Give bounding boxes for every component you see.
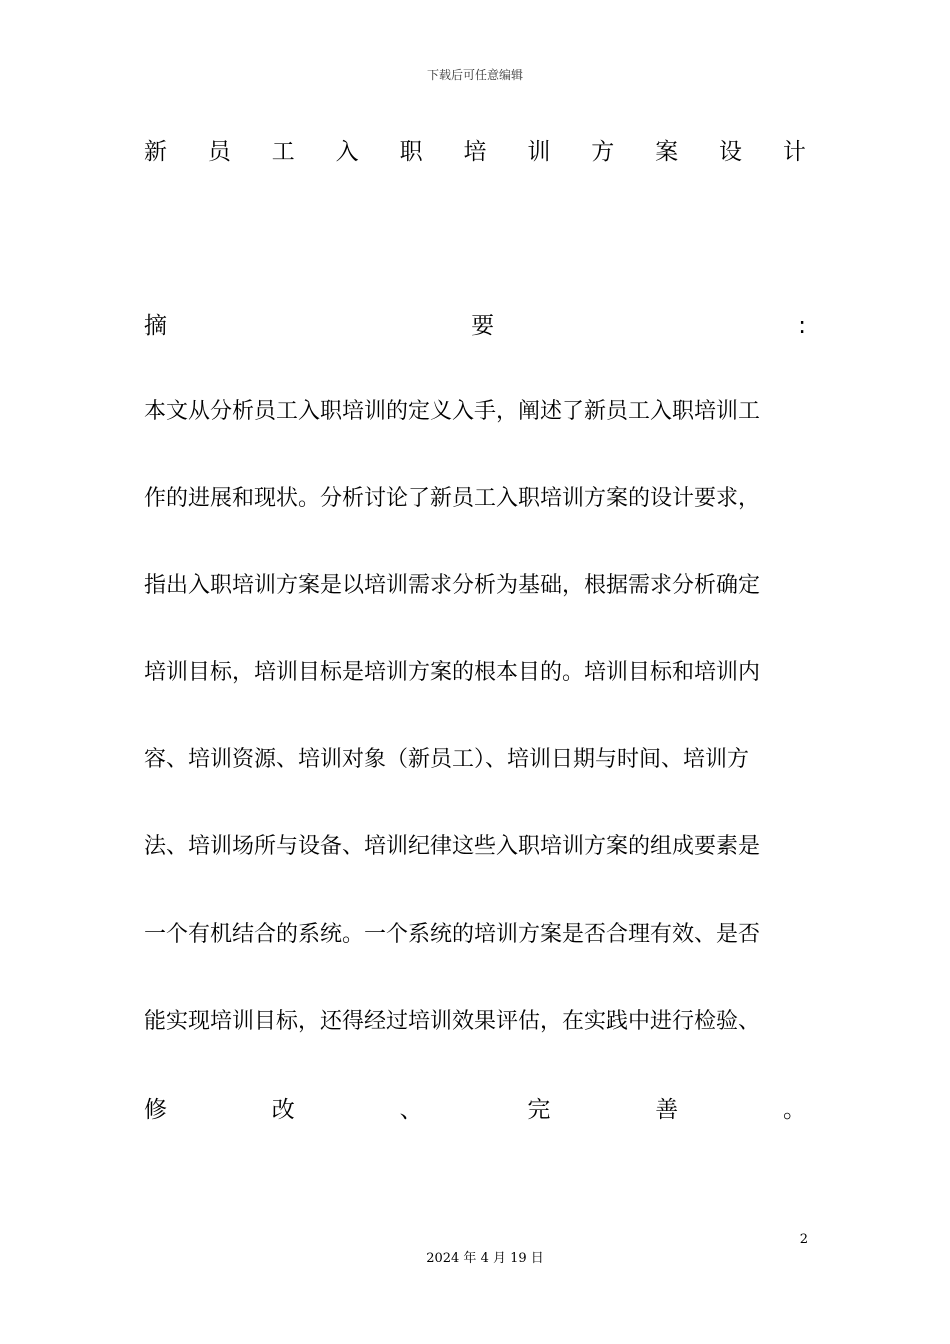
body-line: 能实现培训目标，还得经过培训效果评估，在实践中进行检验、 xyxy=(144,1009,761,1034)
abstract-label-char: : xyxy=(798,313,806,339)
body-line: 指出入职培训方案是以培训需求分析为基础，根据需求分析确定 xyxy=(144,573,761,598)
body-line: 法、培训场所与设备、培训纪律这些入职培训方案的组成要素是 xyxy=(144,834,761,859)
title-char: 方 xyxy=(591,139,615,165)
title-char: 培 xyxy=(463,139,487,165)
body-line: 一个有机结合的系统。一个系统的培训方案是否合理有效、是否 xyxy=(144,922,761,947)
title-char: 员 xyxy=(207,139,231,165)
title-char: 新 xyxy=(144,139,167,165)
title-char: 入 xyxy=(335,139,359,165)
footer-date: 2024 年 4 月 19 日 xyxy=(426,1251,544,1266)
last-line-char: 、 xyxy=(399,1097,423,1123)
page-header: 下载后可任意编辑 xyxy=(426,68,523,82)
last-line-char: 。 xyxy=(782,1097,806,1123)
abstract-label-char: 要 xyxy=(471,313,495,339)
last-line-char: 善 xyxy=(655,1097,679,1123)
body-line: 本文从分析员工入职培训的定义入手，阐述了新员工入职培训工 xyxy=(144,399,761,424)
page-number: 2 xyxy=(799,1232,808,1247)
last-line-char: 改 xyxy=(271,1097,295,1123)
abstract-label xyxy=(144,311,806,341)
abstract-label-char: 摘 xyxy=(144,313,167,339)
title-char: 计 xyxy=(782,139,806,165)
title-char: 训 xyxy=(527,139,551,165)
body-line: 培训目标，培训目标是培训方案的根本目的。培训目标和培训内 xyxy=(144,660,761,685)
last-line-char: 修 xyxy=(144,1097,167,1123)
last-line-char: 完 xyxy=(527,1097,551,1123)
title-char: 工 xyxy=(271,139,295,165)
body-last-line xyxy=(144,1095,806,1125)
body-line: 容、培训资源、培训对象（新员工）、培训日期与时间、培训方 xyxy=(144,747,750,772)
title-char: 案 xyxy=(655,139,679,165)
body-line: 作的进展和现状。分析讨论了新员工入职培训方案的设计要求， xyxy=(144,486,761,511)
title-char: 职 xyxy=(399,139,423,165)
title-char: 设 xyxy=(719,139,743,165)
document-title xyxy=(144,137,806,167)
